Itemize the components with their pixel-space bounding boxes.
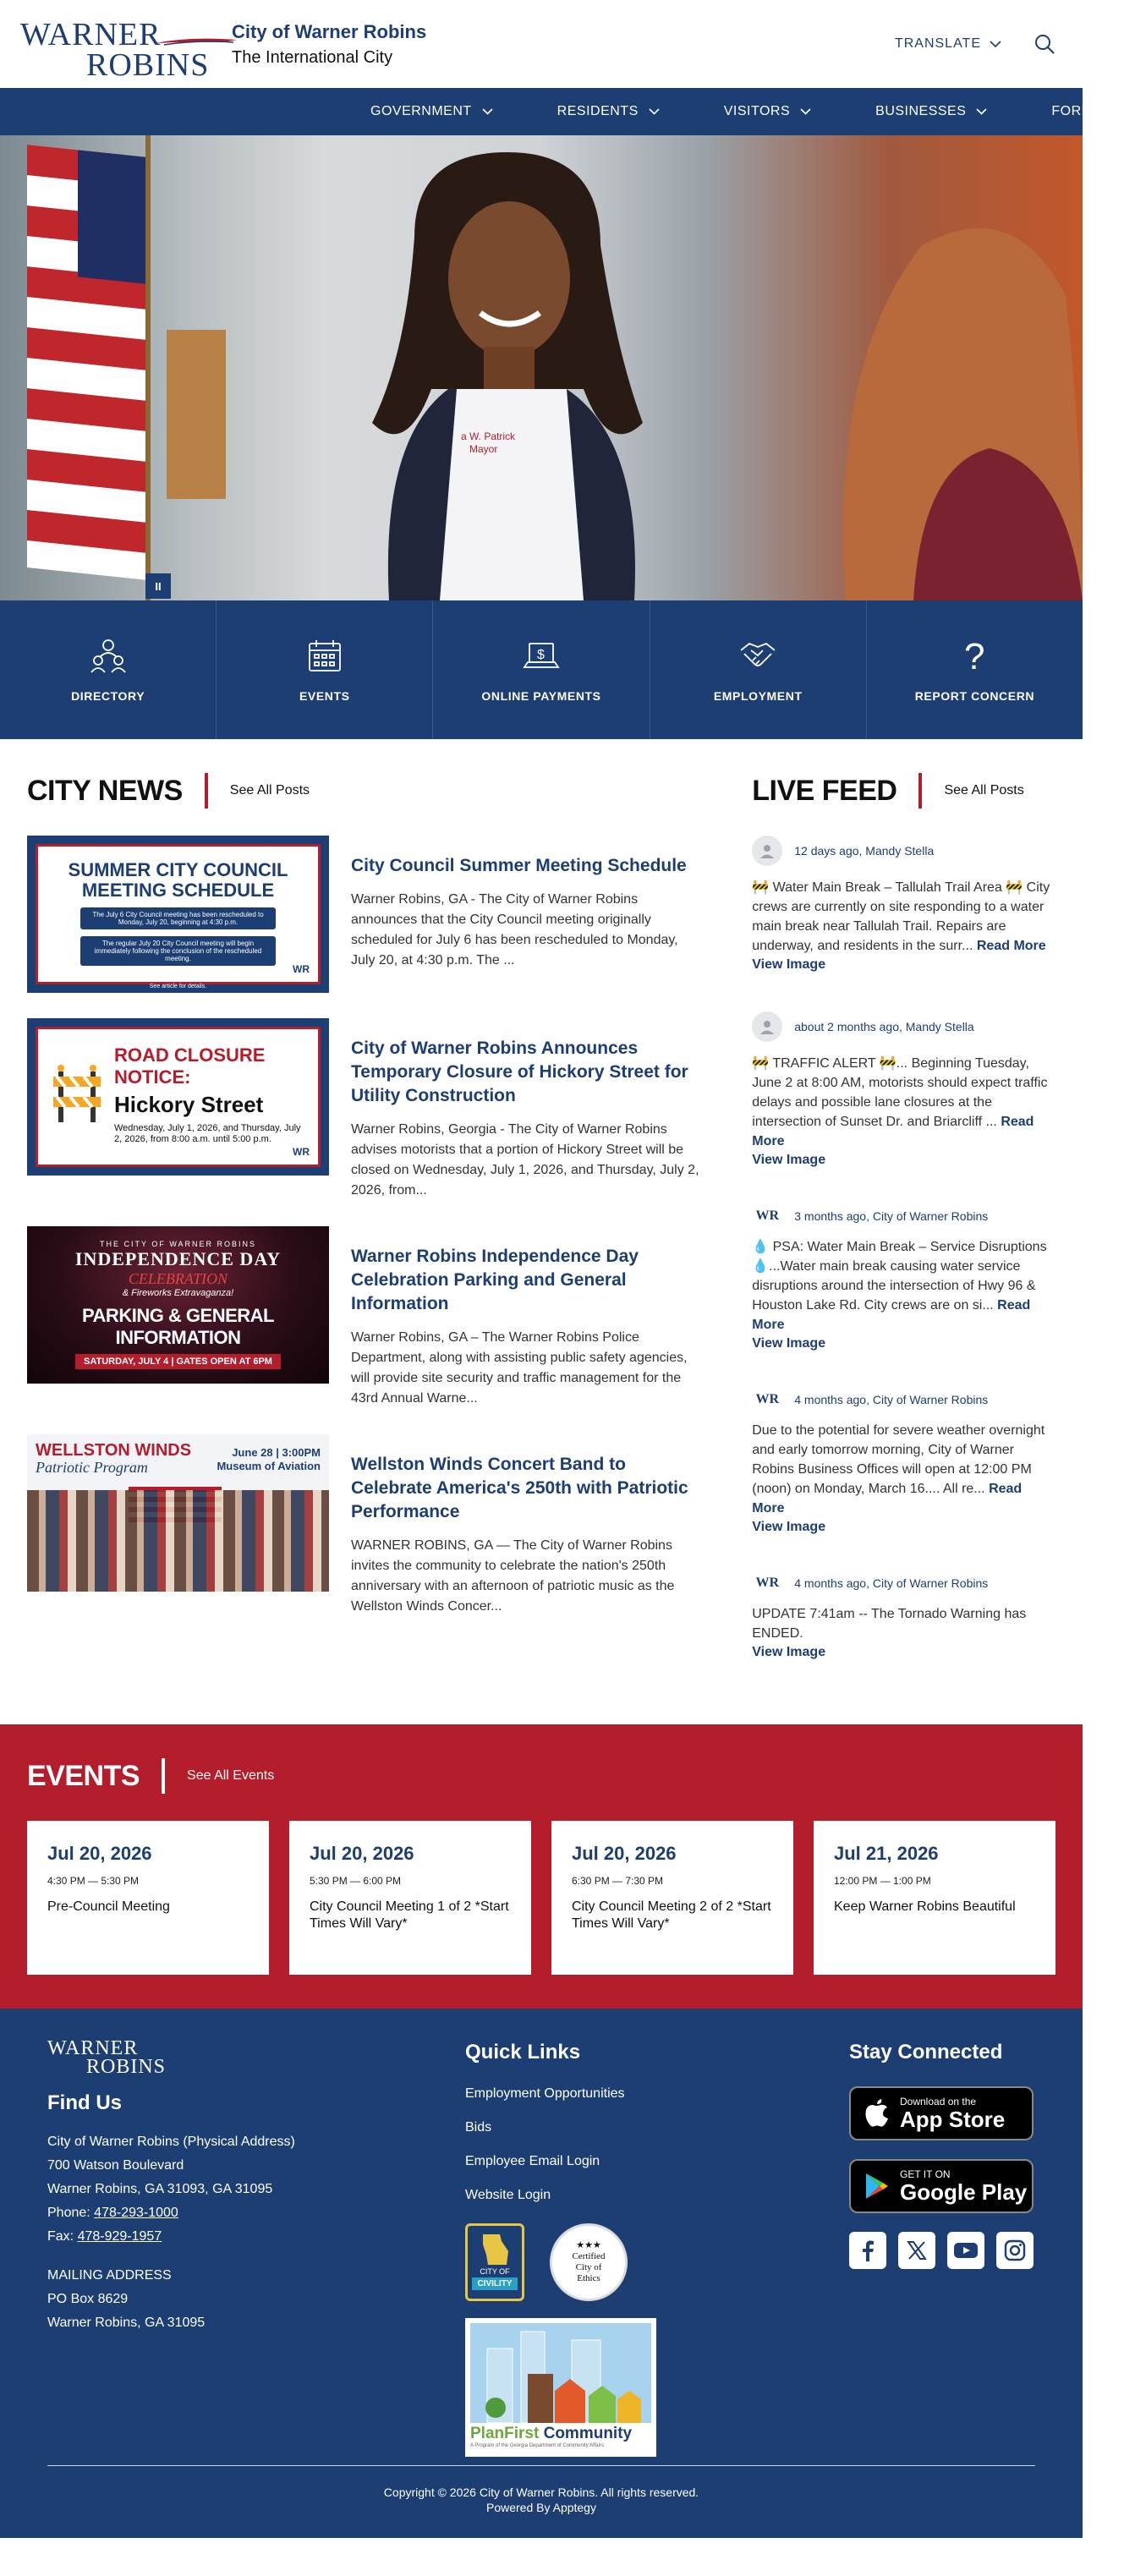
google-play-icon — [864, 2172, 890, 2201]
copyright: Copyright © 2026 City of Warner Robins. All rights reserved. — [383, 2486, 699, 2499]
thumbnail-date: June 28 | 3:00PM — [232, 1446, 321, 1459]
feed-item — [752, 1207, 1055, 1351]
footer-bottom — [47, 2465, 1035, 2515]
footer-stay-connected — [849, 2039, 1035, 2457]
planfirst-sub: A Program of the Georgia Department of Community Affairs — [470, 2443, 604, 2448]
event-date: Jul 20, 2026 — [310, 1843, 414, 1864]
event-title: Keep Warner Robins Beautiful — [834, 1899, 1016, 1914]
feed-meta — [752, 1390, 1055, 1409]
header-actions — [895, 31, 1057, 57]
ethics-line-1: Certified — [572, 2251, 606, 2261]
avatar — [752, 836, 782, 866]
event-time: 5:30 PM — 6:00 PM — [310, 1875, 402, 1887]
feed-text — [752, 1421, 1055, 1518]
feed-body: 💧 PSA: Water Main Break – Service Disruptions 💧...Water main break causing water service disruptions around the intersection of Hwy 96 & Houston Lake Rd. City crews are on si... — [752, 1240, 1047, 1313]
footer-columns — [47, 2039, 1035, 2457]
thumbnail-headline: SUMMER CITY COUNCIL MEETING SCHEDULE — [68, 859, 288, 901]
chevron-down-icon — [800, 108, 811, 115]
see-all-posts-link[interactable]: See All Posts — [229, 783, 310, 797]
google-play-small: GET IT ON — [900, 2168, 951, 2180]
instagram-icon — [1004, 2239, 1026, 2261]
avatar — [752, 1011, 782, 1042]
event-cards — [27, 1821, 1055, 1975]
event-date: Jul 21, 2026 — [834, 1843, 939, 1864]
logo-jet-icon — [156, 35, 237, 47]
nav-item-label: RESIDENTS — [557, 104, 639, 118]
thumbnail-street: Hickory Street — [114, 1092, 264, 1117]
facebook-icon — [857, 2239, 879, 2261]
footer-logo-line-1: WARNER — [47, 2037, 139, 2059]
search-button[interactable] — [1032, 31, 1057, 57]
feed-meta — [752, 1207, 1055, 1225]
nav-item-forms[interactable] — [1019, 88, 1134, 135]
svg-text:?: ? — [964, 636, 985, 677]
news-excerpt: Warner Robins, GA – The Warner Robins Police Department, along with assisting public safety agencies, will provide site security and traffic management for the 43rd Annual Warne... — [351, 1330, 688, 1406]
feed-item — [752, 1390, 1055, 1535]
thumbnail-card — [36, 844, 321, 989]
event-title: Pre-Council Meeting — [47, 1899, 170, 1914]
read-more-link[interactable]: Read More — [752, 1298, 1031, 1332]
thumbnail-footer: See article for details. — [149, 984, 207, 989]
event-card[interactable] — [27, 1821, 269, 1975]
city-news-heading: CITY NEWS — [27, 774, 183, 807]
news-thumbnail[interactable] — [27, 1018, 329, 1176]
news-title[interactable]: Wellston Winds Concert Band to Celebrate America's 250th with Patriotic Performance — [351, 1455, 688, 1521]
address-line-2: Warner Robins, GA 31093, GA 31095 — [47, 2182, 273, 2196]
nav-item-label: VISITORS — [723, 104, 791, 118]
bystander-photo — [795, 195, 1083, 600]
wr-logo-icon: WR — [755, 1576, 780, 1590]
thumbnail-line: INDEPENDENCE DAY — [74, 1248, 282, 1269]
band-photo — [27, 1490, 329, 1592]
user-icon — [759, 842, 776, 859]
georgia-map-icon — [478, 2233, 512, 2266]
feed-timestamp: 3 months ago, City of Warner Robins — [794, 1209, 989, 1223]
app-store-button[interactable] — [849, 2086, 1034, 2140]
nav-item-label: BUSINESSES — [875, 104, 967, 118]
event-time: 6:30 PM — 7:30 PM — [572, 1875, 664, 1887]
live-feed-section — [752, 773, 1055, 1699]
chevron-down-icon — [649, 108, 660, 115]
address-line-1: 700 Watson Boulevard — [47, 2158, 184, 2173]
user-icon — [759, 1018, 776, 1035]
social-links — [849, 2232, 1035, 2269]
event-date: Jul 20, 2026 — [47, 1843, 152, 1864]
site-footer — [0, 2009, 1083, 2538]
ethics-line-2: City of — [575, 2262, 602, 2272]
slideshow-pause-button[interactable]: II — [145, 573, 171, 599]
view-image-link[interactable]: View Image — [752, 1645, 826, 1659]
find-us-heading: Find Us — [47, 2091, 122, 2114]
phone-row — [47, 2201, 386, 2225]
certified-city-of-ethics-badge[interactable] — [550, 2223, 628, 2301]
nav-item-businesses[interactable] — [843, 88, 1019, 135]
view-image-link[interactable]: View Image — [752, 957, 826, 972]
fax-row — [47, 2225, 386, 2249]
footer-link-employment[interactable]: Employment Opportunities — [465, 2086, 625, 2101]
heading-divider — [205, 773, 208, 808]
quick-links-heading: Quick Links — [465, 2041, 581, 2064]
translate-label: TRANSLATE — [894, 36, 981, 51]
shirt-text-1: a W. Patrick — [461, 430, 516, 442]
wr-mark: WR — [293, 1146, 310, 1158]
powered-by-link[interactable]: Powered By Apptegy — [486, 2501, 596, 2514]
see-all-events-link[interactable]: See All Events — [187, 1768, 275, 1783]
thumbnail-program: Patriotic Program — [36, 1459, 148, 1476]
news-excerpt: WARNER ROBINS, GA — The City of Warner Robins invites the community to celebrate the nation's 250th anniversary with an afternoon of patriotic music as the Wellston Winds Concer... — [351, 1538, 675, 1614]
fax-link[interactable]: 478-929-1957 — [77, 2229, 162, 2244]
hero-banner — [0, 135, 1083, 600]
footer-link-email-login[interactable]: Employee Email Login — [465, 2154, 600, 2168]
planfirst-b: Community — [543, 2425, 633, 2442]
news-body — [351, 836, 701, 993]
quick-link-label: ONLINE PAYMENTS — [481, 689, 601, 703]
mayor-photo — [288, 135, 727, 600]
thumbnail-line: PARKING & GENERAL INFORMATION — [82, 1305, 274, 1348]
nav-item-government[interactable] — [338, 88, 525, 135]
mailing-line-1: PO Box 8629 — [47, 2292, 129, 2306]
see-all-feed-link[interactable]: See All Posts — [944, 783, 1024, 797]
news-title[interactable]: Warner Robins Independence Day Celebration Parking and General Information — [351, 1247, 639, 1313]
wr-logo-icon: WR — [755, 1209, 780, 1223]
question-icon — [956, 636, 993, 677]
event-date: Jul 20, 2026 — [572, 1843, 677, 1864]
event-time: 4:30 PM — 5:30 PM — [47, 1875, 140, 1887]
quick-link-directory[interactable] — [0, 600, 217, 739]
feed-item — [752, 1574, 1055, 1660]
planfirst-illustration — [470, 2323, 651, 2423]
wr-logo-icon: WR — [755, 1392, 780, 1406]
handshake-icon — [739, 637, 776, 674]
stay-connected-heading: Stay Connected — [849, 2041, 1003, 2064]
mailing-label: MAILING ADDRESS — [47, 2268, 172, 2283]
feed-meta — [752, 1011, 1055, 1042]
x-icon — [906, 2239, 928, 2261]
certification-badges — [465, 2223, 719, 2301]
events-section — [0, 1724, 1083, 2009]
city-news-header — [27, 773, 701, 808]
app-store-small: Download on the — [900, 2096, 977, 2107]
app-store-big: App Store — [900, 2107, 1006, 2132]
events-header — [27, 1758, 1055, 1794]
heading-divider — [162, 1758, 165, 1794]
feed-item — [752, 1011, 1055, 1168]
event-title: City Council Meeting 2 of 2 *Start Times Will Vary* — [572, 1899, 771, 1931]
thumbnail-note-2: The regular July 20 City Council meeting will begin immediately following the conclusion of the rescheduled meeting. — [80, 936, 276, 966]
civility-top: CITY OF — [480, 2267, 510, 2276]
footer-link-bids[interactable]: Bids — [465, 2120, 492, 2135]
feed-text — [752, 1604, 1055, 1643]
google-play-button[interactable] — [849, 2159, 1034, 2213]
news-excerpt: Warner Robins, GA - The City of Warner Robins announces that the City Council meeting originally scheduled for July 6 has been rescheduled to Monday, July 20, at 4:30 p.m. The ... — [351, 892, 678, 967]
view-image-link[interactable]: View Image — [752, 1520, 826, 1534]
nav-item-label: GOVERNMENT — [370, 104, 472, 118]
site-logo[interactable] — [20, 11, 217, 83]
quick-link-label: REPORT CONCERN — [914, 689, 1035, 703]
news-body — [351, 1434, 701, 1617]
planfirst-wordmark — [470, 2425, 651, 2443]
site-header — [0, 0, 1083, 88]
news-post[interactable] — [27, 836, 701, 993]
laptop-dollar-icon — [523, 637, 560, 674]
search-icon — [1034, 33, 1055, 55]
thumbnail-banner — [27, 1434, 329, 1483]
brand-text — [232, 21, 426, 68]
quick-link-label: EVENTS — [299, 689, 350, 703]
news-thumbnail[interactable] — [27, 1434, 329, 1592]
feed-meta — [752, 836, 1055, 866]
people-icon — [90, 637, 127, 674]
x-link[interactable] — [898, 2232, 935, 2269]
feed-body: 🚧 Water Main Break – Tallulah Trail Area 🚧 City crews are currently on site responding to a water main break near Tallulah Trail. Repairs are underway, and residents in the surr... — [752, 880, 1050, 953]
view-image-link[interactable]: View Image — [752, 1153, 826, 1167]
thumbnail-place: Museum of Aviation — [217, 1460, 321, 1472]
logo-line-1: WARNER — [20, 17, 162, 52]
live-feed-header — [752, 773, 1055, 808]
news-title[interactable]: City of Warner Robins Announces Temporary Closure of Hickory Street for Utility Construction — [351, 1039, 688, 1105]
quick-link-online-payments[interactable] — [433, 600, 650, 739]
american-flag-image — [19, 135, 230, 600]
mailing-line-2: Warner Robins, GA 31095 — [47, 2316, 206, 2330]
news-title[interactable]: City Council Summer Meeting Schedule — [351, 856, 687, 875]
google-play-big: Google Play — [900, 2179, 1028, 2205]
live-feed-heading: LIVE FEED — [752, 774, 897, 807]
read-more-link[interactable]: Read More — [752, 1482, 1023, 1515]
feed-timestamp: 12 days ago, Mandy Stella — [794, 844, 935, 858]
thumbnail-dates: Wednesday, July 1, 2026, and Thursday, July 2, 2026, from 8:00 a.m. until 5:00 p.m. — [114, 1123, 301, 1144]
heading-divider — [918, 773, 922, 808]
feed-text — [752, 878, 1055, 956]
barricade-icon — [53, 1063, 101, 1122]
calendar-icon — [306, 637, 343, 674]
city-of-civility-badge[interactable] — [465, 2223, 524, 2301]
event-title: City Council Meeting 1 of 2 *Start Times Will Vary* — [310, 1899, 509, 1931]
main-nav — [0, 88, 1103, 135]
quick-link-events[interactable] — [217, 600, 433, 739]
translate-button[interactable] — [895, 36, 1001, 52]
feed-timestamp: 4 months ago, City of Warner Robins — [794, 1393, 989, 1406]
youtube-icon — [954, 2241, 978, 2260]
feed-text — [752, 1054, 1055, 1151]
youtube-link[interactable] — [947, 2232, 984, 2269]
city-news-section — [27, 773, 701, 1699]
feed-body: UPDATE 7:41am -- The Tornado Warning has ENDED. — [752, 1607, 1027, 1641]
phone-label: Phone: — [47, 2206, 90, 2220]
city-name: City of Warner Robins — [232, 20, 427, 42]
news-excerpt: Warner Robins, Georgia - The City of Warner Robins advises motorists that a portion of Hickory Street will be closed on Wednesday, July 1, 2026, and Thursday, July 2, 2026, from... — [351, 1122, 699, 1198]
quick-link-employment[interactable] — [650, 600, 867, 739]
feed-item — [752, 836, 1055, 973]
fax-label: Fax: — [47, 2229, 74, 2244]
shirt-text-2: Mayor — [469, 443, 498, 455]
apple-icon — [864, 2099, 890, 2128]
events-heading: EVENTS — [27, 1759, 140, 1792]
quick-link-label: DIRECTORY — [71, 689, 145, 703]
spacer — [47, 2249, 386, 2264]
thumbnail-line: & Fireworks Extravaganza! — [122, 1288, 234, 1298]
view-image-link[interactable]: View Image — [752, 1336, 826, 1351]
news-post[interactable] — [27, 1018, 701, 1201]
feed-meta — [752, 1574, 1055, 1592]
chevron-down-icon — [990, 41, 1001, 48]
quick-link-report-concern[interactable] — [867, 600, 1083, 739]
city-skyline-icon — [470, 2323, 651, 2423]
brand[interactable] — [20, 11, 427, 83]
facebook-link[interactable] — [849, 2232, 886, 2269]
thumbnail-line: CELEBRATION — [128, 1270, 228, 1287]
thumbnail-band-name: WELLSTON WINDS — [36, 1441, 192, 1460]
event-card[interactable] — [551, 1821, 793, 1975]
nav-item-residents[interactable] — [525, 88, 692, 135]
main-content — [0, 739, 1083, 1724]
footer-link-website-login[interactable]: Website Login — [465, 2188, 551, 2202]
quick-links-bar — [0, 600, 1083, 739]
event-card[interactable] — [814, 1821, 1055, 1975]
civility-ribbon: CIVILITY — [472, 2277, 517, 2290]
instagram-link[interactable] — [996, 2232, 1034, 2269]
planfirst-a: PlanFirst — [470, 2425, 540, 2442]
city-tagline: The International City — [232, 47, 393, 67]
thumbnail-headline: ROAD CLOSURE NOTICE: — [114, 1044, 266, 1088]
feed-body: Due to the potential for severe weather overnight and early tomorrow morning, City of Warner Robins Business Offices will open at 12:00 PM (noon) on Monday, March 16.... All re... — [752, 1423, 1045, 1496]
read-more-link[interactable]: Read More — [976, 939, 1046, 953]
svg-text:$: $ — [537, 648, 545, 662]
logo-line-2: ROBINS — [86, 47, 210, 83]
thumbnail-line: THE CITY OF WARNER ROBINS — [99, 1240, 256, 1248]
address-name: City of Warner Robins (Physical Address) — [47, 2135, 295, 2149]
footer-contact — [47, 2039, 386, 2457]
phone-link[interactable]: 478-293-1000 — [94, 2206, 178, 2220]
feed-timestamp: about 2 months ago, Mandy Stella — [794, 1020, 974, 1033]
thumbnail-line: SATURDAY, JULY 4 | GATES OPEN AT 6PM — [75, 1354, 281, 1369]
nav-item-visitors[interactable] — [692, 88, 843, 135]
thumbnail-note-1: The July 6 City Council meeting has been rescheduled to Monday, July 20, beginning at 4:30 p.m. — [80, 907, 276, 929]
footer-logo[interactable] — [47, 2039, 386, 2076]
chevron-down-icon — [976, 108, 987, 115]
footer-quick-links — [465, 2039, 719, 2457]
read-more-link[interactable]: Read More — [752, 1115, 1034, 1148]
ethics-stars: ★★★ — [576, 2240, 601, 2250]
planfirst-community-badge[interactable] — [465, 2318, 656, 2457]
news-body — [351, 1226, 701, 1409]
ethics-line-3: Ethics — [577, 2273, 600, 2283]
news-thumbnail[interactable] — [27, 836, 329, 993]
quick-link-label: EMPLOYMENT — [713, 689, 803, 703]
chevron-down-icon — [482, 108, 493, 115]
footer-logo-line-2: ROBINS — [86, 2056, 167, 2078]
news-thumbnail[interactable] — [27, 1226, 329, 1384]
feed-text — [752, 1237, 1055, 1335]
nav-item-label: FORMS — [1051, 104, 1103, 118]
news-post[interactable] — [27, 1226, 701, 1409]
event-card[interactable] — [289, 1821, 531, 1975]
news-post[interactable] — [27, 1434, 701, 1617]
event-time: 12:00 PM — 1:00 PM — [834, 1875, 931, 1887]
feed-timestamp: 4 months ago, City of Warner Robins — [794, 1576, 989, 1590]
news-body — [351, 1018, 701, 1201]
wr-mark: WR — [293, 963, 310, 975]
feed-body: 🚧 TRAFFIC ALERT 🚧... Beginning Tuesday, June 2 at 8:00 AM, motorists should expect traffic delays and possible lane closures at the intersection of Sunset Dr. and Briarcliff ... — [752, 1056, 1048, 1129]
thumbnail-card — [36, 1027, 321, 1167]
